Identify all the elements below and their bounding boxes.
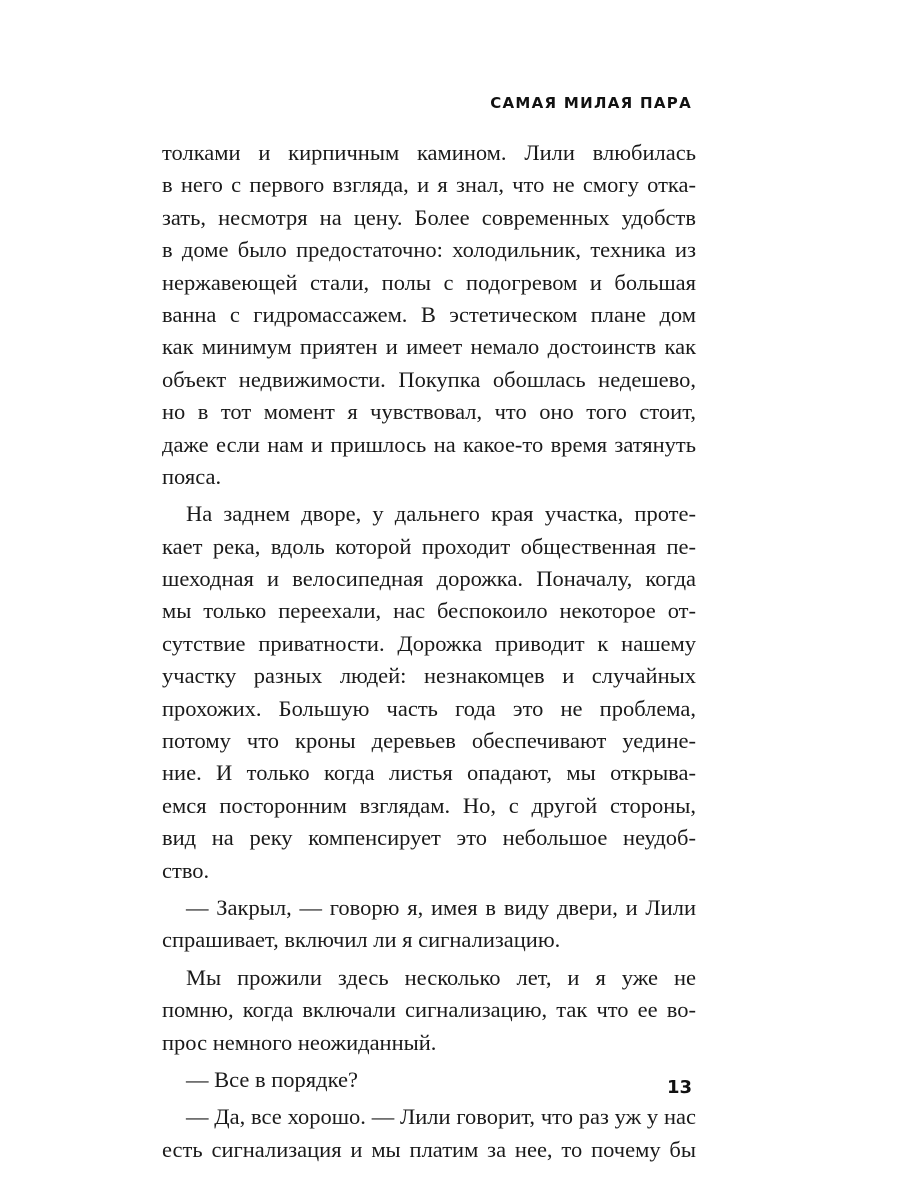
paragraph-first-line: На заднем дворе, у дальнего края участка, проте- — [186, 501, 696, 527]
text-line: ние. И только когда листья опадают, мы открыва- — [162, 760, 696, 786]
text-line: прос немного неожиданный. — [162, 1029, 437, 1055]
text-line: прохожих. Большую часть года это не проблема, — [162, 695, 696, 721]
text-line: даже если нам и пришлось на какое-то время затянуть — [162, 431, 696, 457]
running-title: САМАЯ МИЛАЯ ПАРА — [490, 94, 692, 112]
text-line: зать, несмотря на цену. Более современных удобств — [162, 204, 696, 230]
text-line: сутствие приватности. Дорожка приводит к нашему — [162, 630, 696, 656]
text-line: как минимум приятен и имеет немало достоинств как — [162, 334, 696, 360]
text-line: спрашивает, включил ли я сигнализацию. — [162, 927, 561, 953]
text-line: шеходная и велосипедная дорожка. Поначалу, когда — [162, 566, 696, 592]
text-line: помню, когда включали сигнализацию, так что ее во- — [162, 997, 696, 1023]
text-line: пояса. — [162, 463, 222, 489]
text-line: участку разных людей: незнакомцев и случайных — [162, 663, 696, 689]
text-line: потому что кроны деревьев обеспечивают уедине- — [162, 728, 696, 754]
text-line: объект недвижимости. Покупка обошлась недешево, — [162, 366, 696, 392]
page-number: 13 — [666, 1077, 692, 1098]
text-line: вид на реку компенсирует это небольшое неудоб- — [162, 825, 696, 851]
text-line: толками и кирпичным камином. Лили влюбилась — [162, 140, 696, 165]
text-line: мы только переехали, нас беспокоило некоторое от- — [162, 598, 696, 624]
text-line: в него с первого взгляда, и я знал, что не смогу отка- — [162, 172, 696, 198]
text-line: в доме было предостаточно: холодильник, техника из — [162, 237, 696, 263]
dialogue-line: — Закрыл, — говорю я, имея в виду двери, и Лили — [186, 894, 696, 920]
text-line: ванна с гидромассажем. В эстетическом плане дом — [162, 301, 696, 327]
text-line: нержавеющей стали, полы с подогревом и большая — [162, 269, 696, 295]
dialogue-line: — Да, все хорошо. — Лили говорит, что раз уж у нас — [186, 1104, 696, 1130]
paragraph-first-line: Мы прожили здесь несколько лет, и я уже не — [186, 964, 696, 990]
text-line: но в тот момент я чувствовал, что оно того стоит, — [162, 399, 696, 425]
dialogue-line: — Все в порядке? — [186, 1066, 358, 1092]
text-line: ство. — [162, 857, 210, 883]
text-line: емся посторонним взглядам. Но, с другой стороны, — [162, 792, 696, 818]
text-line: кает река, вдоль которой проходит общественная пе- — [162, 533, 696, 559]
text-line: есть сигнализация и мы платим за нее, то почему бы — [162, 1136, 696, 1162]
page-body-text — [162, 137, 696, 1166]
